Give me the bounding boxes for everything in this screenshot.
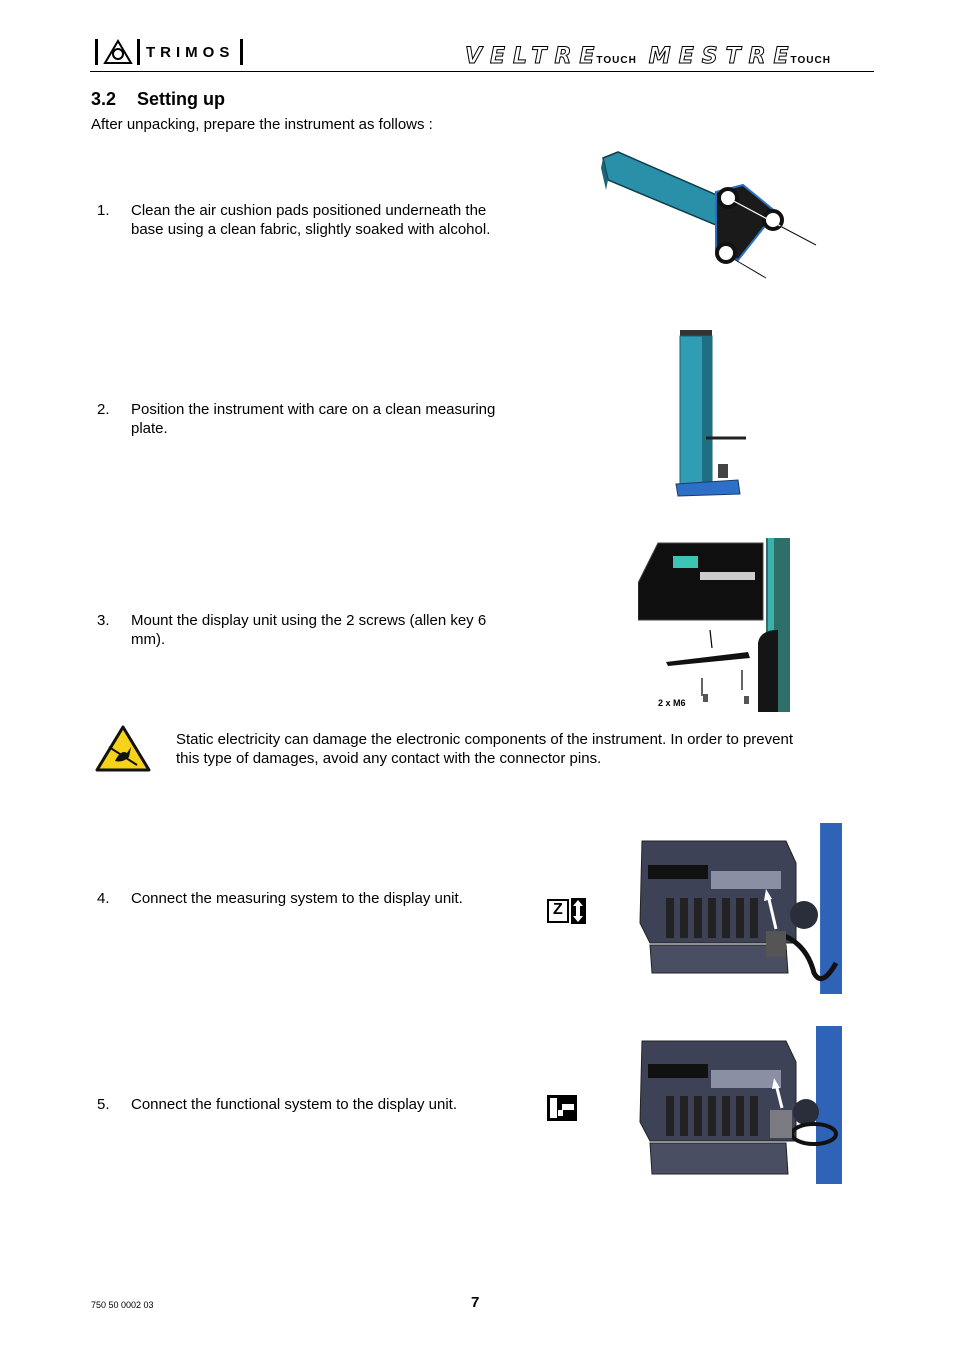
step-3	[97, 611, 537, 651]
instrument-column-figure	[670, 328, 750, 500]
step-5	[97, 1095, 537, 1115]
step-1	[97, 201, 537, 241]
trimos-emblem-icon	[103, 39, 133, 65]
esd-warning-text	[176, 730, 866, 768]
product-mestre	[649, 44, 831, 69]
step-number: 2.	[97, 401, 110, 418]
section-intro: After unpacking, prepare the instrument as follows :	[91, 116, 433, 133]
section-title: Setting up	[137, 89, 225, 109]
step-line: mm).	[131, 631, 166, 648]
logo-bar	[240, 39, 243, 65]
screws-label: 2 x M6	[658, 698, 686, 708]
step-text	[131, 400, 495, 438]
step-text	[131, 201, 490, 239]
document-code: 750 50 0002 03	[91, 1300, 154, 1310]
brand-logo	[95, 38, 243, 66]
step-text	[131, 611, 486, 649]
step-text: Connect the measuring system to the display unit.	[131, 890, 463, 907]
warning-line: this type of damages, avoid any contact with the connector pins.	[176, 750, 602, 767]
brand-name: TRIMOS	[146, 43, 235, 61]
base-air-pads-figure	[598, 150, 823, 280]
logo-bar	[137, 39, 140, 65]
step-number: 5.	[97, 1096, 110, 1113]
warning-line: Static electricity can damage the electronic components of the instrument. In order to prevent	[176, 731, 793, 748]
functional-system-icon	[546, 1094, 578, 1122]
display-mount-drawing	[638, 538, 790, 712]
product-veltre	[465, 44, 637, 69]
product-suffix: TOUCH	[596, 55, 637, 66]
step-line: Mount the display unit using the 2 screws (allen key 6	[131, 612, 487, 629]
product-name: VELTRE	[465, 44, 603, 69]
product-name: MESTRE	[648, 44, 797, 69]
measuring-system-icon	[547, 898, 587, 924]
step-line: Position the instrument with care on a clean measuring	[131, 401, 496, 418]
step-2	[97, 400, 547, 440]
z-icon-label: Z	[553, 901, 563, 918]
step-line: base using a clean fabric, slightly soaked with alcohol.	[131, 221, 491, 238]
header-rule	[90, 71, 874, 72]
step-text: Connect the functional system to the display unit.	[131, 1096, 458, 1113]
esd-warning-icon	[95, 725, 151, 773]
logo-bar	[95, 39, 98, 65]
step-4	[97, 889, 537, 909]
functional-connector-figure	[636, 1026, 842, 1184]
product-suffix: TOUCH	[790, 55, 831, 66]
step-line: Clean the air cushion pads positioned underneath the	[131, 202, 487, 219]
section-heading	[91, 89, 225, 110]
step-number: 1.	[97, 202, 110, 219]
product-names	[465, 44, 831, 69]
page-number: 7	[471, 1294, 480, 1311]
step-number: 4.	[97, 890, 110, 907]
section-number: 3.2	[91, 89, 117, 109]
step-line: plate.	[131, 420, 168, 437]
step-number: 3.	[97, 612, 110, 629]
display-mount-figure	[638, 538, 790, 712]
measuring-connector-figure	[636, 823, 842, 994]
